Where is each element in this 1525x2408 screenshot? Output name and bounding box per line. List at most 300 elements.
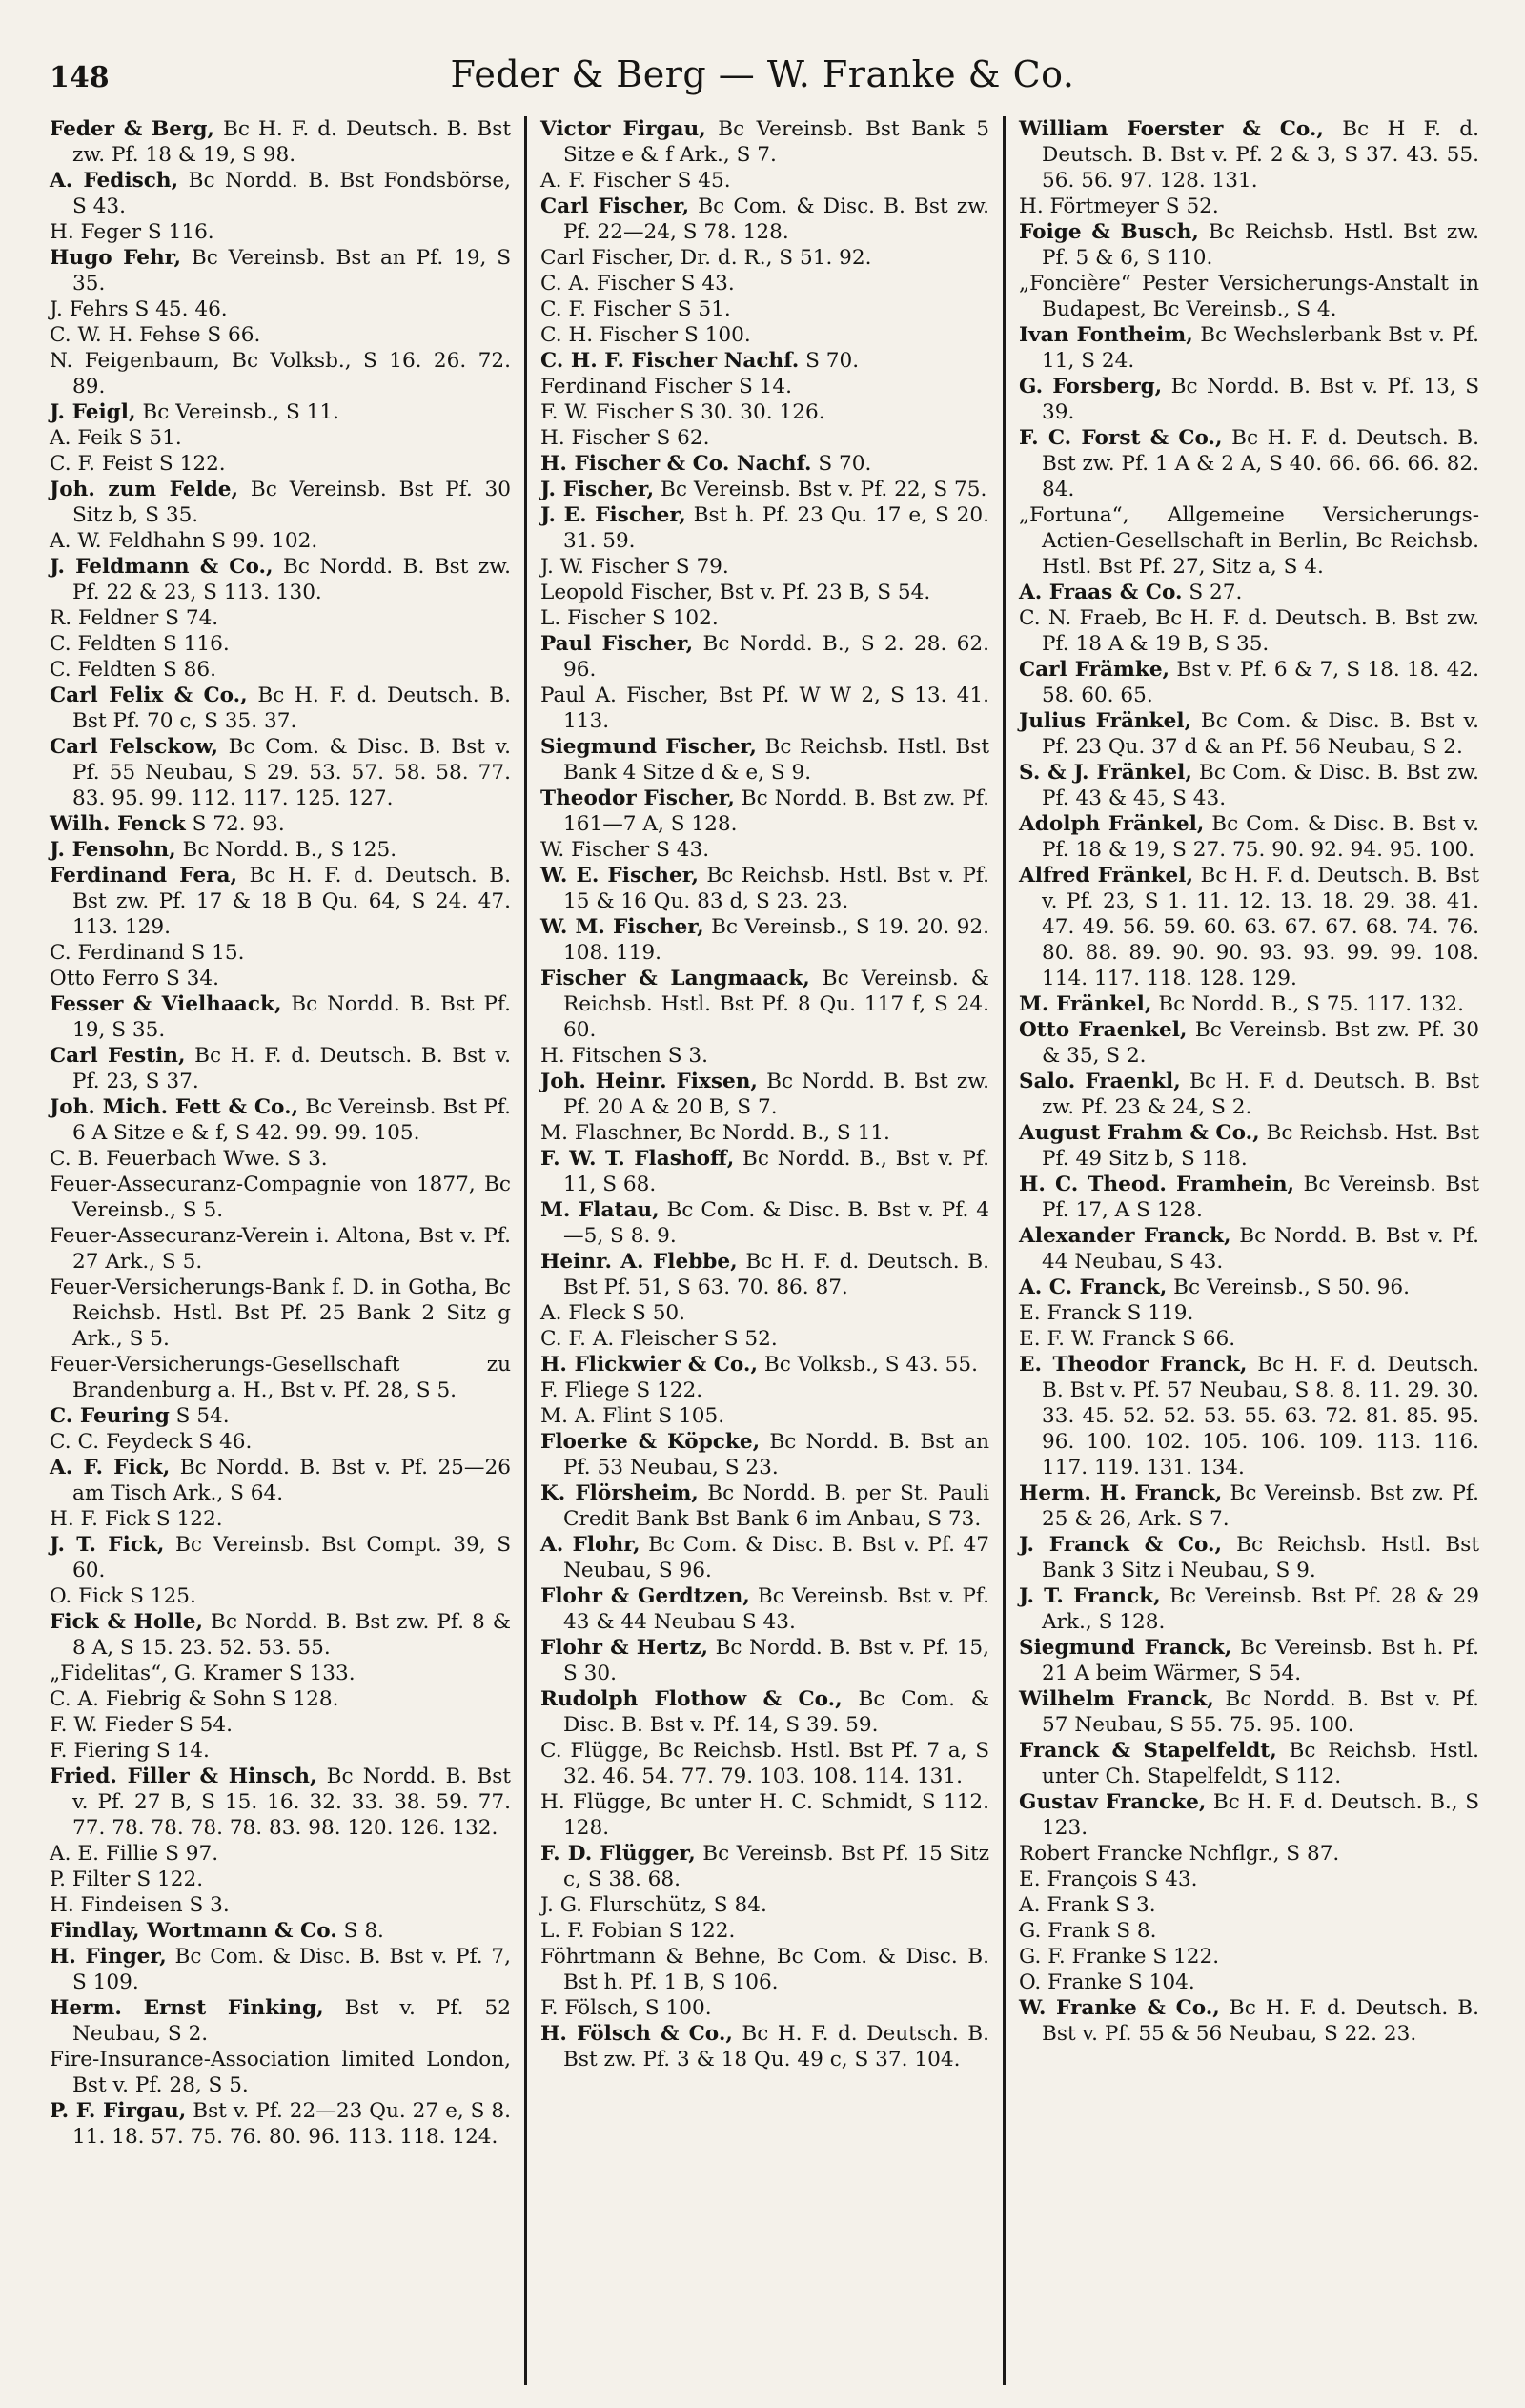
directory-entry bbox=[540, 863, 989, 914]
entry-details: C. A. Fiebrig & Sohn S 128. bbox=[50, 1687, 339, 1711]
entry-details: A. E. Fillie S 97. bbox=[50, 1842, 219, 1866]
entry-details: C. F. A. Fleischer S 52. bbox=[540, 1327, 778, 1351]
directory-entry bbox=[540, 322, 989, 348]
entry-name: C. H. F. Fischer Nachf. bbox=[540, 349, 800, 373]
directory-entry bbox=[50, 451, 511, 477]
directory-entry bbox=[1019, 219, 1479, 271]
entry-name: Hugo Fehr, bbox=[50, 246, 181, 270]
entry-details: Bc Nordd. B. Bst zw. Pf. 20 A & 20 B, S 7. bbox=[563, 1070, 989, 1119]
directory-entry bbox=[1019, 1300, 1479, 1326]
entry-details: P. Filter S 122. bbox=[50, 1867, 204, 1891]
entry-details: Leopold Fischer, Bst v. Pf. 23 B, S 54. bbox=[540, 581, 931, 604]
directory-entry bbox=[1019, 1686, 1479, 1738]
entry-name: W. Franke & Co., bbox=[1019, 1996, 1220, 2020]
entry-name: Theodor Fischer, bbox=[540, 786, 735, 810]
directory-entry bbox=[50, 1146, 511, 1172]
directory-entry bbox=[1019, 760, 1479, 811]
entry-name: Adolph Fränkel, bbox=[1019, 812, 1205, 836]
directory-entry bbox=[540, 1146, 989, 1197]
directory-entry bbox=[540, 1352, 989, 1377]
directory-entry bbox=[50, 1275, 511, 1352]
directory-entry bbox=[50, 683, 511, 734]
directory-entry bbox=[1019, 1635, 1479, 1686]
directory-entry bbox=[50, 1532, 511, 1583]
entry-details: Bc Wechslerbank Bst v. Pf. 11, S 24. bbox=[1042, 323, 1479, 373]
entry-details: C. Feldten S 86. bbox=[50, 658, 217, 682]
directory-entry bbox=[540, 1841, 989, 1892]
directory-entry bbox=[50, 116, 511, 168]
entry-name: Floerke & Köpcke, bbox=[540, 1430, 761, 1454]
directory-entry bbox=[50, 528, 511, 554]
directory-entry bbox=[50, 1094, 511, 1146]
entry-details: M. A. Flint S 105. bbox=[540, 1404, 725, 1428]
entry-name: Otto Fraenkel, bbox=[1019, 1018, 1188, 1042]
entry-name: A. Fraas & Co. bbox=[1019, 581, 1183, 604]
directory-entry bbox=[50, 1583, 511, 1609]
directory-entry bbox=[540, 116, 989, 168]
entry-details: C. N. Fraeb, Bc H. F. d. Deutsch. B. Bst zw. Pf. 18 A & 19 B, S 35. bbox=[1019, 606, 1479, 656]
directory-entry bbox=[50, 296, 511, 322]
entry-name: Fesser & Vielhaack, bbox=[50, 992, 282, 1016]
entry-name: Julius Fränkel, bbox=[1019, 709, 1192, 733]
entry-details: Bc Nordd. B., Bst v. Pf. 11, S 68. bbox=[563, 1147, 989, 1196]
entry-details: C. Feldten S 116. bbox=[50, 632, 230, 656]
directory-entry bbox=[540, 245, 989, 271]
entry-details: Bc H. F. d. Deutsch. B. Bst v. Pf. 57 Neubau, S 8. 8. 11. 29. 30. 33. 45. 52. 52. 53. 55. 63. 72. 81. 85. 95. 96. 100. 102. 105. 106. 109. 113. 116. 117. 119. 131. 134. bbox=[1042, 1353, 1479, 1479]
directory-entry bbox=[50, 554, 511, 605]
entry-name: Joh. zum Felde, bbox=[50, 478, 239, 501]
directory-entry bbox=[1019, 1480, 1479, 1532]
directory-entry bbox=[540, 1120, 989, 1146]
directory-entry bbox=[540, 271, 989, 296]
entry-details: Carl Fischer, Dr. d. R., S 51. 92. bbox=[540, 246, 872, 270]
entry-details: Bst h. Pf. 23 Qu. 17 e, S 20. 31. 59. bbox=[563, 503, 989, 553]
entry-details: Bc Nordd. B. Bst an Pf. 53 Neubau, S 23. bbox=[563, 1430, 989, 1479]
directory-entry bbox=[540, 1377, 989, 1403]
entry-details: M. Flaschner, Bc Nordd. B., S 11. bbox=[540, 1121, 890, 1145]
directory-entry bbox=[540, 1403, 989, 1429]
directory-entry bbox=[50, 1841, 511, 1867]
directory-entry bbox=[540, 631, 989, 683]
directory-columns bbox=[48, 116, 1493, 2385]
entry-name: Joh. Mich. Fett & Co., bbox=[50, 1095, 299, 1119]
directory-entry bbox=[1019, 657, 1479, 708]
directory-entry bbox=[50, 425, 511, 451]
directory-entry bbox=[540, 1197, 989, 1249]
directory-entry bbox=[540, 1429, 989, 1480]
directory-entry bbox=[540, 683, 989, 734]
entry-name: W. E. Fischer, bbox=[540, 864, 700, 888]
directory-entry bbox=[540, 966, 989, 1043]
entry-name: J. Fischer, bbox=[540, 478, 655, 501]
entry-details: Bc Vereinsb. Bst an Pf. 19, S 35. bbox=[72, 246, 511, 296]
entry-name: G. Forsberg, bbox=[1019, 375, 1163, 398]
directory-entry bbox=[1019, 1275, 1479, 1300]
entry-details: C. F. Feist S 122. bbox=[50, 452, 226, 476]
directory-entry bbox=[540, 477, 989, 502]
directory-entry bbox=[540, 1892, 989, 1918]
entry-name: Siegmund Fischer, bbox=[540, 735, 757, 759]
entry-details: H. Fitschen S 3. bbox=[540, 1044, 709, 1068]
entry-details: Bc Reichsb. Hstl. Bst v. Pf. 15 & 16 Qu. 83 d, S 23. 23. bbox=[563, 864, 989, 913]
directory-entry bbox=[540, 1944, 989, 1995]
directory-entry bbox=[540, 399, 989, 425]
entry-details: Bc Nordd. B. Bst v. Pf. 57 Neubau, S 55. 75. 95. 100. bbox=[1042, 1687, 1479, 1737]
entry-name: Herm. H. Franck, bbox=[1019, 1481, 1223, 1505]
entry-details: Bc Nordd. B. Bst v. Pf. 25—26 am Tisch Ark., S 64. bbox=[72, 1456, 511, 1505]
entry-details: Bc Com. & Disc. B. Bst v. Pf. 47 Neubau, S 96. bbox=[563, 1533, 990, 1582]
entry-details: C. F. Fischer S 51. bbox=[540, 297, 731, 321]
entry-details: Bc Nordd. B. Bst v. Pf. 27 B, S 15. 16. 32. 33. 38. 59. 77. 77. 78. 78. 78. 78. 83. 98. 120. 126. 132. bbox=[72, 1765, 511, 1840]
entry-details: E. Franck S 119. bbox=[1019, 1301, 1194, 1325]
directory-entry bbox=[540, 914, 989, 966]
page-header bbox=[50, 53, 1475, 111]
entry-name: J. T. Franck, bbox=[1019, 1584, 1161, 1608]
entry-name: W. M. Fischer, bbox=[540, 915, 704, 939]
directory-entry bbox=[50, 1043, 511, 1094]
directory-entry bbox=[1019, 322, 1479, 374]
entry-name: William Foerster & Co., bbox=[1019, 117, 1324, 141]
directory-entry bbox=[540, 425, 989, 451]
entry-name: A. Fedisch, bbox=[50, 169, 179, 193]
entry-name: F. W. T. Flashoff, bbox=[540, 1147, 735, 1171]
entry-details: J. Fehrs S 45. 46. bbox=[50, 297, 228, 321]
entry-name: Alfred Fränkel, bbox=[1019, 864, 1194, 888]
entry-name: A. F. Fick, bbox=[50, 1456, 171, 1479]
entry-name: J. Feigl, bbox=[50, 400, 136, 424]
directory-entry bbox=[50, 1429, 511, 1455]
directory-entry bbox=[1019, 811, 1479, 863]
entry-name: Fischer & Langmaack, bbox=[540, 967, 810, 990]
entry-name: Alexander Franck, bbox=[1019, 1224, 1231, 1248]
entry-details: Bc H. F. d. Deutsch. B. Bst v. Pf. 55 & 56 Neubau, S 22. 23. bbox=[1042, 1996, 1479, 2046]
entry-details: Bc Vereinsb., S 11. bbox=[135, 400, 339, 424]
entry-name: H. C. Theod. Framhein, bbox=[1019, 1173, 1295, 1196]
entry-details: Bc H. F. d. Deutsch. B. Bst zw. Pf. 17 & 18 B Qu. 64, S 24. 47. 113. 129. bbox=[72, 864, 511, 939]
entry-details: Bc H. F. d. Deutsch. B. Bst Pf. 70 c, S 35. 37. bbox=[72, 684, 511, 733]
directory-entry bbox=[50, 322, 511, 348]
entry-details: Bc Nordd. B. Bst zw. Pf. 22 & 23, S 113. 130. bbox=[72, 555, 512, 604]
entry-details: Bc Nordd. B. Bst v. Pf. 13, S 39. bbox=[1042, 375, 1479, 424]
entry-details: Bc Com. & Disc. B. Bst zw. Pf. 43 & 45, S 43. bbox=[1042, 761, 1479, 810]
directory-entry bbox=[540, 580, 989, 605]
entry-details: Bc H. F. d. Deutsch. B. Bst zw. Pf. 1 A & 2 A, S 40. 66. 66. 66. 82. 84. bbox=[1042, 426, 1479, 501]
directory-entry bbox=[50, 1892, 511, 1918]
entry-name: E. Theodor Franck, bbox=[1019, 1353, 1248, 1377]
entry-name: F. C. Forst & Co., bbox=[1019, 426, 1223, 450]
directory-entry bbox=[540, 605, 989, 631]
directory-entry bbox=[540, 1583, 989, 1635]
entry-details: Bc Vereinsb., S 50. 96. bbox=[1167, 1275, 1410, 1299]
directory-entry bbox=[1019, 1841, 1479, 1867]
entry-name: J. Fensohn, bbox=[50, 838, 176, 862]
entry-name: Siegmund Franck, bbox=[1019, 1636, 1232, 1660]
directory-entry bbox=[540, 734, 989, 786]
entry-details: S 70. bbox=[811, 452, 872, 476]
entry-name: Feder & Berg, bbox=[50, 117, 214, 141]
directory-entry bbox=[1019, 1120, 1479, 1172]
directory-entry bbox=[50, 219, 511, 245]
directory-entry bbox=[540, 1635, 989, 1686]
entry-name: Flohr & Gerdtzen, bbox=[540, 1584, 750, 1608]
entry-details: Bc Vereinsb. Bst v. Pf. 43 & 44 Neubau S 43. bbox=[563, 1584, 989, 1634]
entry-details: F. W. Fieder S 54. bbox=[50, 1713, 233, 1737]
running-head: Feder & Berg — W. Franke & Co. bbox=[450, 53, 1075, 95]
entry-details: Bc Reichsb. Hstl. Bst Bank 3 Sitz i Neubau, S 9. bbox=[1042, 1533, 1479, 1582]
entry-name: J. Feldmann & Co., bbox=[50, 555, 274, 579]
entry-details: Bc Com. & Disc. B. Bst v. Pf. 4—5, S 8. 9. bbox=[563, 1198, 989, 1248]
entry-name: M. Flatau, bbox=[540, 1198, 660, 1222]
directory-entry bbox=[1019, 580, 1479, 605]
entry-name: Victor Firgau, bbox=[540, 117, 706, 141]
entry-name: Herm. Ernst Finking, bbox=[50, 1996, 324, 2020]
entry-details: Bc Nordd. B. Bst v. Pf. 15, S 30. bbox=[563, 1636, 989, 1685]
entry-details: Bc Com. & Disc. B. Bst zw. Pf. 22—24, S 78. 128. bbox=[563, 194, 989, 244]
entry-details: Bc Nordd. B. Bst Fondsbörse, S 43. bbox=[72, 169, 511, 218]
entry-name: Wilhelm Franck, bbox=[1019, 1687, 1214, 1711]
entry-details: Bc Nordd. B. per St. Pauli Credit Bank Bst Bank 6 im Anbau, S 73. bbox=[563, 1481, 989, 1531]
entry-name: Fick & Holle, bbox=[50, 1610, 203, 1634]
entry-details: F. Fliege S 122. bbox=[540, 1378, 703, 1402]
entry-details: J. G. Flurschütz, S 84. bbox=[540, 1893, 767, 1917]
entry-details: Föhrtmann & Behne, Bc Com. & Disc. B. Bst h. Pf. 1 B, S 106. bbox=[540, 1945, 989, 1994]
directory-entry bbox=[540, 451, 989, 477]
entry-details: Feuer-Assecuranz-Compagnie von 1877, Bc Vereinsb., S 5. bbox=[50, 1173, 511, 1222]
directory-entry bbox=[50, 811, 511, 837]
directory-entry bbox=[540, 1043, 989, 1069]
entry-name: Wilh. Fenck bbox=[50, 812, 186, 836]
directory-entry bbox=[1019, 194, 1479, 219]
directory-entry bbox=[50, 1764, 511, 1841]
directory-entry bbox=[50, 1712, 511, 1738]
directory-entry bbox=[50, 1352, 511, 1403]
entry-details: E. François S 43. bbox=[1019, 1867, 1198, 1891]
entry-details: Bc Reichsb. Hstl. unter Ch. Stapelfeldt, S 112. bbox=[1042, 1739, 1479, 1788]
directory-entry bbox=[50, 605, 511, 631]
entry-details: „Fortuna“, Allgemeine Versicherungs-Actien-Gesellschaft in Berlin, Bc Reichsb. Hstl. Bst Pf. 27, Sitz a, S 4. bbox=[1019, 503, 1479, 579]
entry-details: Fire-Insurance-Association limited London, Bst v. Pf. 28, S 5. bbox=[50, 2048, 511, 2097]
entry-details: Bc Com. & Disc. B. Bst v. Pf. 14, S 39. 59. bbox=[563, 1687, 989, 1737]
directory-entry bbox=[540, 2021, 989, 2072]
entry-details: Bc Vereinsb. & Reichsb. Hstl. Bst Pf. 8 Qu. 117 f, S 24. 60. bbox=[563, 967, 989, 1042]
directory-entry bbox=[50, 657, 511, 683]
directory-entry bbox=[1019, 374, 1479, 425]
entry-name: Carl Festin, bbox=[50, 1044, 186, 1068]
entry-details: A. F. Fischer S 45. bbox=[540, 169, 731, 193]
entry-name: H. Fischer & Co. Nachf. bbox=[540, 452, 812, 476]
directory-entry bbox=[1019, 1069, 1479, 1120]
directory-entry bbox=[50, 966, 511, 991]
entry-details: Bc Nordd. B., S 125. bbox=[175, 838, 397, 862]
directory-entry bbox=[1019, 116, 1479, 194]
entry-details: H. Findeisen S 3. bbox=[50, 1893, 230, 1917]
entry-details: F. W. Fischer S 30. 30. 126. bbox=[540, 400, 825, 424]
directory-entry bbox=[50, 399, 511, 425]
directory-entry bbox=[1019, 1789, 1479, 1841]
entry-name: S. & J. Fränkel, bbox=[1019, 761, 1192, 785]
directory-entry bbox=[540, 1069, 989, 1120]
entry-details: G. F. Franke S 122. bbox=[1019, 1945, 1220, 1969]
entry-details: Bst v. Pf. 22—23 Qu. 27 e, S 8. 11. 18. 57. 75. 76. 80. 96. 113. 118. 124. bbox=[72, 2099, 511, 2149]
entry-details: Feuer-Versicherungs-Gesellschaft zu Brandenburg a. H., Bst v. Pf. 28, S 5. bbox=[50, 1353, 511, 1402]
entry-details: F. Fölsch, S 100. bbox=[540, 1996, 712, 2020]
directory-entry bbox=[50, 477, 511, 528]
entry-details: Bc Vereinsb. Bst Pf. 17, A S 128. bbox=[1042, 1173, 1479, 1222]
entry-name: K. Flörsheim, bbox=[540, 1481, 699, 1505]
directory-entry bbox=[540, 1789, 989, 1841]
entry-details: Bc Com. & Disc. B. Bst v. Pf. 7, S 109. bbox=[72, 1945, 511, 1994]
directory-entry bbox=[50, 168, 511, 219]
entry-details: „Fidelitas“, G. Kramer S 133. bbox=[50, 1662, 356, 1685]
entry-details: Bc Vereinsb. Bst Pf. 28 & 29 Ark., S 128. bbox=[1042, 1584, 1479, 1634]
directory-entry bbox=[50, 2098, 511, 2150]
directory-entry bbox=[540, 194, 989, 245]
entry-name: H. Fölsch & Co., bbox=[540, 2022, 733, 2046]
entry-details: G. Frank S 8. bbox=[1019, 1919, 1157, 1943]
entry-name: Paul Fischer, bbox=[540, 632, 694, 656]
entry-details: E. F. W. Franck S 66. bbox=[1019, 1327, 1236, 1351]
directory-entry bbox=[540, 374, 989, 399]
entry-details: Bc Nordd. B. Bst Pf. 19, S 35. bbox=[72, 992, 511, 1042]
entry-name: A. Flohr, bbox=[540, 1533, 640, 1557]
entry-details: Bc H. F. d. Deutsch. B., S 123. bbox=[1042, 1790, 1479, 1840]
entry-name: Fried. Filler & Hinsch, bbox=[50, 1765, 317, 1788]
entry-details: Bc Vereinsb. Bst zw. Pf. 30 & 35, S 2. bbox=[1042, 1018, 1479, 1068]
entry-details: A. Feik S 51. bbox=[50, 426, 182, 450]
directory-entry bbox=[50, 348, 511, 399]
directory-column-3 bbox=[1003, 116, 1493, 2385]
directory-entry bbox=[50, 1609, 511, 1661]
entry-name: A. C. Franck, bbox=[1019, 1275, 1168, 1299]
entry-details: Bst v. Pf. 6 & 7, S 18. 18. 42. 58. 60. 65. bbox=[1042, 658, 1479, 707]
directory-entry bbox=[540, 554, 989, 580]
entry-details: C. C. Feydeck S 46. bbox=[50, 1430, 253, 1454]
directory-entry bbox=[50, 863, 511, 940]
entry-details: Feuer-Versicherungs-Bank f. D. in Gotha, Bc Reichsb. Hstl. Bst Pf. 25 Bank 2 Sitz g Ark., S 5. bbox=[50, 1275, 511, 1351]
entry-name: F. D. Flügger, bbox=[540, 1842, 696, 1866]
entry-details: Bc H. F. d. Deutsch. B. Bst zw. Pf. 23 & 24, S 2. bbox=[1042, 1070, 1480, 1119]
entry-details: H. Fischer S 62. bbox=[540, 426, 710, 450]
entry-details: S 72. 93. bbox=[185, 812, 285, 836]
directory-entry bbox=[540, 348, 989, 374]
entry-details: Ferdinand Fischer S 14. bbox=[540, 375, 792, 398]
entry-details: Bc Vereinsb. Bst zw. Pf. 25 & 26, Ark. S 7. bbox=[1042, 1481, 1479, 1531]
directory-entry bbox=[50, 1867, 511, 1892]
entry-details: H. Flügge, Bc unter H. C. Schmidt, S 112. 128. bbox=[540, 1790, 989, 1840]
directory-entry bbox=[50, 1995, 511, 2047]
entry-details: S 27. bbox=[1182, 581, 1243, 604]
entry-details: F. Fiering S 14. bbox=[50, 1739, 210, 1763]
entry-name: M. Fränkel, bbox=[1019, 992, 1152, 1016]
entry-details: A. Frank S 3. bbox=[1019, 1893, 1156, 1917]
entry-details: O. Franke S 104. bbox=[1019, 1970, 1195, 1994]
directory-entry bbox=[540, 1686, 989, 1738]
entry-details: Bc Com. & Disc. B. Bst v. Pf. 55 Neubau, S 29. 53. 57. 58. 58. 77. 83. 95. 99. 112. 117. 125. 127. bbox=[72, 735, 511, 810]
entry-details: R. Feldner S 74. bbox=[50, 606, 219, 630]
entry-details: O. Fick S 125. bbox=[50, 1584, 196, 1608]
entry-details: H. Förtmeyer S 52. bbox=[1019, 194, 1219, 218]
directory-entry bbox=[540, 168, 989, 194]
entry-details: N. Feigenbaum, Bc Volksb., S 16. 26. 72. 89. bbox=[50, 349, 511, 398]
entry-details: C. Ferdinand S 15. bbox=[50, 941, 245, 965]
entry-details: Bc Vereinsb. Bst Pf. 30 Sitz b, S 35. bbox=[72, 478, 511, 527]
directory-entry bbox=[50, 1403, 511, 1429]
directory-entry bbox=[50, 1223, 511, 1275]
directory-entry bbox=[1019, 605, 1479, 657]
directory-entry bbox=[50, 1738, 511, 1764]
directory-entry bbox=[540, 1995, 989, 2021]
entry-details: Bc Vereinsb. Bst Pf. 6 A Sitze e & f, S 42. 99. 99. 105. bbox=[72, 1095, 511, 1145]
directory-entry bbox=[50, 1172, 511, 1223]
directory-entry bbox=[50, 940, 511, 966]
entry-details: Bc H. F. d. Deutsch. B. Bst v. Pf. 23, S 1. 11. 12. 13. 18. 29. 38. 41. 47. 49. 56. 59. 60. 63. 67. 67. 68. 74. 76. 80. 88. 89. 90. 90. 93. 93. 99. 99. 108. 114. 117. 118. 128. 129. bbox=[1042, 864, 1480, 990]
entry-details: H. Feger S 116. bbox=[50, 220, 214, 244]
entry-details: Bc Com. & Disc. B. Bst v. Pf. 23 Qu. 37 d & an Pf. 56 Neubau, S 2. bbox=[1042, 709, 1479, 759]
entry-details: Bc Volksb., S 43. 55. bbox=[757, 1353, 978, 1377]
entry-name: Carl Fischer, bbox=[540, 194, 690, 218]
entry-name: Franck & Stapelfeldt, bbox=[1019, 1739, 1277, 1763]
directory-entry bbox=[540, 296, 989, 322]
directory-entry bbox=[1019, 271, 1479, 322]
directory-entry bbox=[50, 631, 511, 657]
entry-details: S 70. bbox=[799, 349, 860, 373]
entry-name: Rudolph Flothow & Co., bbox=[540, 1687, 843, 1711]
directory-entry bbox=[1019, 1583, 1479, 1635]
entry-name: J. E. Fischer, bbox=[540, 503, 686, 527]
directory-entry bbox=[1019, 1918, 1479, 1944]
entry-details: Bc H F. d. Deutsch. B. Bst v. Pf. 2 & 3, S 37. 43. 55. 56. 56. 97. 128. 131. bbox=[1042, 117, 1479, 193]
directory-entry bbox=[540, 502, 989, 554]
entry-name: Findlay, Wortmann & Co. bbox=[50, 1919, 337, 1943]
directory-entry bbox=[50, 991, 511, 1043]
entry-details: Bst v. Pf. 52 Neubau, S 2. bbox=[72, 1996, 511, 2046]
entry-name: Ivan Fontheim, bbox=[1019, 323, 1193, 347]
entry-details: Bc Vereinsb., S 19. 20. 92. 108. 119. bbox=[563, 915, 989, 965]
directory-entry bbox=[540, 1918, 989, 1944]
directory-entry bbox=[50, 1918, 511, 1944]
directory-entry bbox=[1019, 1969, 1479, 1995]
entry-name: Joh. Heinr. Fixsen, bbox=[540, 1070, 758, 1093]
directory-entry bbox=[50, 245, 511, 296]
entry-details: Bc Reichsb. Hst. Bst Pf. 49 Sitz b, S 118. bbox=[1042, 1121, 1480, 1171]
directory-entry bbox=[540, 1300, 989, 1326]
entry-name: P. F. Firgau, bbox=[50, 2099, 187, 2123]
directory-entry bbox=[1019, 1944, 1479, 1969]
entry-name: Heinr. A. Flebbe, bbox=[540, 1250, 738, 1274]
directory-entry bbox=[540, 1326, 989, 1352]
entry-details: Paul A. Fischer, Bst Pf. W W 2, S 13. 41. 113. bbox=[540, 684, 989, 733]
directory-entry bbox=[50, 1455, 511, 1506]
directory-entry bbox=[1019, 863, 1479, 991]
directory-column-2 bbox=[524, 116, 1003, 2385]
entry-details: Bc Reichsb. Hstl. Bst Bank 4 Sitze d & e, S 9. bbox=[563, 735, 989, 785]
directory-entry bbox=[1019, 1223, 1479, 1275]
entry-details: Bc Nordd. B. Bst zw. Pf. 161—7 A, S 128. bbox=[563, 786, 989, 836]
entry-details: C. Flügge, Bc Reichsb. Hstl. Bst Pf. 7 a, S 32. 46. 54. 77. 79. 103. 108. 114. 131. bbox=[540, 1739, 989, 1788]
directory-column-1 bbox=[48, 116, 524, 2385]
entry-details: Bc Reichsb. Hstl. Bst zw. Pf. 5 & 6, S 110. bbox=[1042, 220, 1479, 270]
directory-entry bbox=[50, 1944, 511, 1995]
entry-details: H. F. Fick S 122. bbox=[50, 1507, 223, 1531]
entry-name: J. T. Fick, bbox=[50, 1533, 165, 1557]
directory-entry bbox=[1019, 502, 1479, 580]
directory-entry bbox=[540, 1480, 989, 1532]
directory-entry bbox=[50, 1661, 511, 1686]
entry-details: C. H. Fischer S 100. bbox=[540, 323, 751, 347]
directory-entry bbox=[540, 1249, 989, 1300]
entry-details: Robert Francke Nchflgr., S 87. bbox=[1019, 1842, 1340, 1866]
entry-details: Bc Vereinsb. Bst v. Pf. 22, S 75. bbox=[654, 478, 987, 501]
